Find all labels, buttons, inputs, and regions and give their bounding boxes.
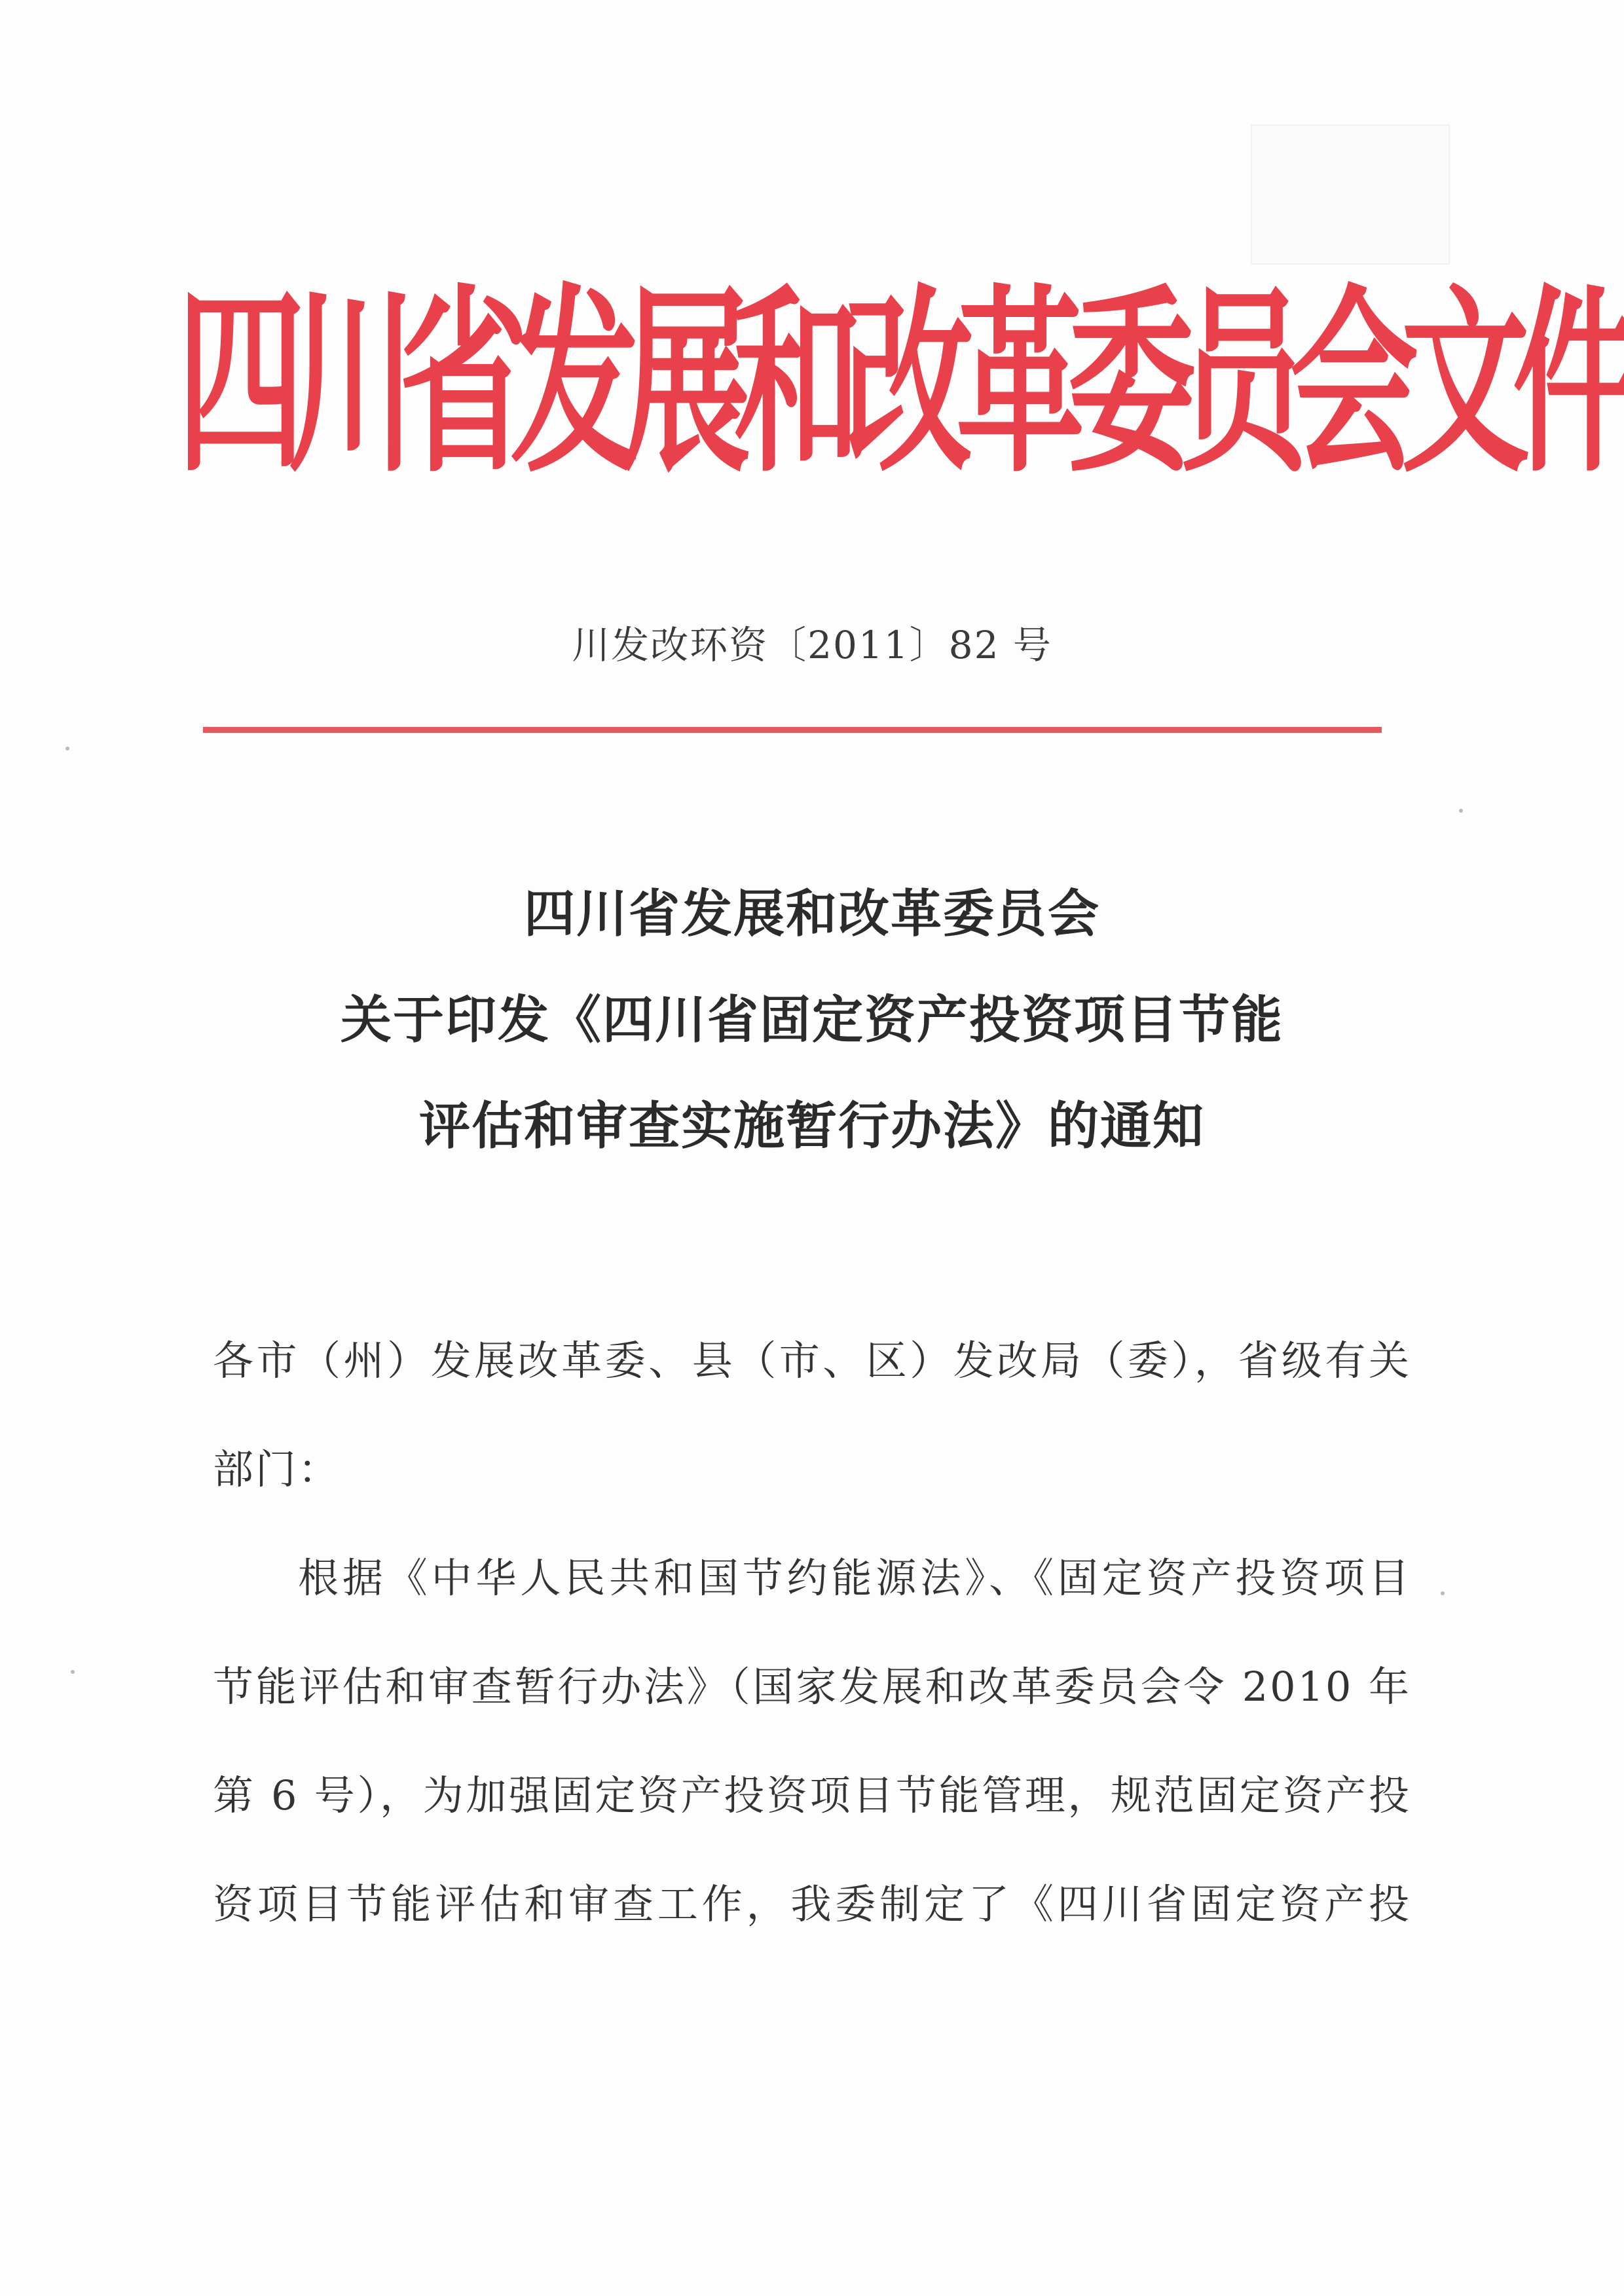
body-line: 资项目节能评估和审查工作，我委制定了《四川省固定资产投: [213, 1880, 1411, 1928]
notice-title-line: 四川省发展和改革委员会: [523, 885, 1100, 944]
notice-title-line: 评估和审查实施暂行办法》的通知: [418, 1097, 1205, 1156]
body-line: 根据《中华人民共和国节约能源法》、《固定资产投资项目: [298, 1554, 1411, 1602]
body-line: 节能评估和审查暂行办法》（国家发展和改革委员会令 2010 年: [213, 1663, 1411, 1711]
body-line-addressee: 各市（州）发展改革委、县（市、区）发改局（委），省级有关: [213, 1337, 1411, 1384]
document-header-title: 四川省发展和改革委员会文件: [177, 266, 1624, 500]
body-line: 第 6 号），为加强固定资产投资项目节能管理，规范固定资产投: [213, 1771, 1411, 1819]
scan-dot: [71, 1670, 75, 1674]
scan-dot: [1441, 1591, 1445, 1595]
body-text: [213, 1306, 1411, 1959]
notice-title: [131, 861, 1493, 1179]
body-line-addressee-cont: 部门：: [213, 1445, 341, 1493]
document-number: 川发改环资〔2011〕82 号: [572, 623, 1052, 667]
scan-dot: [1459, 809, 1463, 813]
notice-title-line: 关于印发《四川省固定资产投资项目节能: [340, 991, 1283, 1050]
header-red-rule: [203, 727, 1382, 733]
scan-dot: [65, 747, 69, 750]
